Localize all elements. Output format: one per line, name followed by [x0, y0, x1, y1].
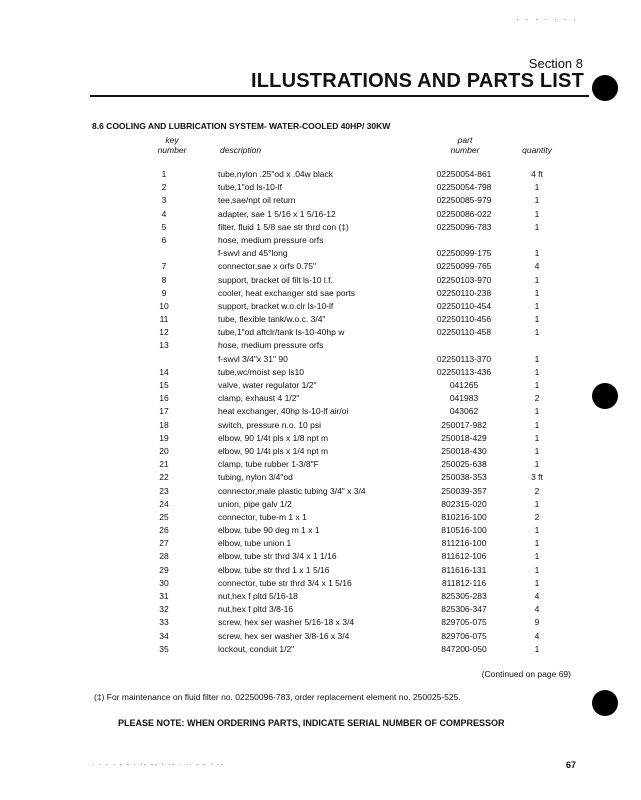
- page-number: 67: [566, 760, 577, 770]
- header-part-number: [430, 135, 500, 155]
- row-description: clamp, tube rubber 1-3/8"F: [218, 459, 319, 470]
- row-quantity: 1: [534, 274, 540, 285]
- row-description: hose, medium pressure orfs: [218, 340, 324, 351]
- table-row: [0, 471, 641, 484]
- row-key-number: 17: [159, 406, 169, 417]
- row-quantity: 1: [534, 287, 540, 298]
- row-quantity: 1: [534, 525, 540, 536]
- row-part-number: 02250099-765: [436, 261, 492, 272]
- row-key-number: 24: [159, 498, 169, 509]
- row-quantity: 1: [534, 380, 540, 390]
- table-row: [0, 537, 641, 550]
- row-quantity: 1: [534, 182, 540, 193]
- table-row: [0, 326, 641, 339]
- row-description: elbow, tube union 1: [218, 538, 292, 549]
- header-part-line2: number: [450, 145, 480, 155]
- row-description: tee,sae/npt oil return: [218, 195, 296, 206]
- row-part-number: 02250054-861: [436, 169, 492, 179]
- row-part-number: 02250110-454: [436, 300, 492, 311]
- table-row: [0, 616, 641, 629]
- row-part-number: 811812-116: [441, 577, 487, 588]
- row-description: cooler, heat exchanger std sae ports: [218, 287, 356, 298]
- row-description: union, pipe galv 1/2: [218, 498, 292, 509]
- scan-specks-top: · · · · · · ·: [516, 14, 578, 24]
- row-key-number: 29: [159, 564, 169, 575]
- row-key-number: 16: [159, 393, 169, 404]
- row-quantity: 1: [534, 195, 540, 206]
- table-row: [0, 498, 641, 511]
- row-key-number: 3: [161, 195, 167, 206]
- title-underline: [90, 95, 589, 97]
- row-key-number: 34: [159, 630, 169, 641]
- row-key-number: 23: [159, 485, 169, 496]
- row-quantity: 2: [534, 511, 540, 522]
- row-quantity: 1: [534, 327, 540, 338]
- row-description: filter, fluid 1 5/8 sae str thrd con (‡): [218, 221, 349, 232]
- header-key-number: [152, 135, 192, 155]
- row-part-number: 041983: [449, 393, 479, 404]
- row-description: f-swvl and 45°long: [218, 248, 288, 259]
- row-quantity: 2: [534, 393, 540, 404]
- row-description: elbow, tube 90 deg m 1 x 1: [218, 525, 320, 536]
- row-part-number: 829705-075: [441, 617, 487, 628]
- row-part-number: 02250110-456: [436, 314, 492, 325]
- row-quantity: 1: [534, 551, 540, 562]
- header-part-line1: part: [457, 135, 473, 145]
- row-description: screw, hex ser washer 3/8-16 x 3/4: [218, 630, 350, 641]
- table-row: [0, 392, 641, 405]
- row-key-number: 8: [161, 274, 167, 285]
- row-quantity: 4: [534, 591, 540, 601]
- row-quantity: 4: [534, 630, 540, 641]
- row-quantity: 2: [534, 485, 540, 496]
- row-part-number: 250017-982: [441, 419, 487, 430]
- row-description: heat exchanger, 40hp ls-10-lf air/oi: [218, 406, 349, 417]
- row-quantity: 4: [534, 604, 540, 615]
- row-part-number: 02250113-436: [436, 366, 492, 377]
- section-subtitle: 8.6 COOLING AND LUBRICATION SYSTEM- WATER-COOLED 40HP/ 30KW: [92, 121, 391, 131]
- row-part-number: 043062: [449, 406, 479, 417]
- row-quantity: 1: [534, 353, 540, 364]
- row-quantity: 1: [534, 248, 540, 259]
- row-quantity: 9: [534, 617, 540, 628]
- row-part-number: 250038-353: [441, 472, 487, 483]
- row-key-number: 13: [159, 340, 169, 351]
- row-part-number: 02250099-175: [436, 248, 492, 259]
- page-title: ILLUSTRATIONS AND PARTS LIST: [251, 70, 584, 92]
- row-key-number: 1: [161, 169, 167, 179]
- table-row: [0, 432, 641, 445]
- row-part-number: 02250110-458: [436, 327, 492, 338]
- row-part-number: 02250086-022: [436, 208, 492, 219]
- row-quantity: 1: [534, 419, 540, 430]
- row-key-number: 30: [159, 577, 169, 588]
- table-row: [0, 405, 641, 418]
- row-description: adapter, sae 1 5/16 x 1 5/16-12: [218, 208, 336, 219]
- row-description: elbow, 90 1/4t pls x 1/8 npt m: [218, 432, 329, 443]
- row-description: screw, hex ser washer 5/16-18 x 3/4: [218, 617, 355, 628]
- row-key-number: 7: [161, 261, 167, 272]
- row-key-number: 18: [159, 419, 169, 430]
- row-part-number: 250018-430: [441, 445, 487, 456]
- row-quantity: 3 ft: [531, 472, 543, 483]
- table-row: [0, 511, 641, 524]
- row-key-number: 26: [159, 525, 169, 536]
- row-description: connector,sae x orfs 0.75": [218, 261, 316, 272]
- row-key-number: 6: [161, 234, 167, 245]
- row-description: tube,nylon .25"od x .04w black: [218, 169, 334, 179]
- row-part-number: 811616-131: [441, 564, 487, 575]
- row-description: hose, medium pressure orfs: [218, 234, 324, 245]
- table-row: [0, 458, 641, 471]
- row-description: elbow, 90 1/4t pls x 1/4 npt m: [218, 445, 329, 456]
- row-description: lockout, conduit 1/2": [218, 643, 295, 654]
- table-row: [0, 168, 641, 181]
- table-row: [0, 353, 641, 366]
- row-key-number: 35: [159, 643, 169, 654]
- row-part-number: 825305-283: [441, 591, 487, 601]
- row-part-number: 02250085-979: [436, 195, 492, 206]
- table-row: [0, 260, 641, 273]
- row-part-number: 02250054-798: [436, 182, 492, 193]
- table-row: [0, 419, 641, 432]
- row-key-number: 22: [159, 472, 169, 483]
- row-part-number: 250018-429: [441, 432, 487, 443]
- row-part-number: 250039-357: [441, 485, 487, 496]
- header-key-line1: key: [165, 135, 179, 145]
- binder-hole-bottom: [592, 690, 618, 716]
- table-row: [0, 208, 641, 221]
- row-description: nut,hex f pltd 5/16-18: [218, 591, 298, 601]
- row-description: connector, tube-m 1 x 1: [218, 511, 307, 522]
- row-description: elbow, tube str thrd 3/4 x 1 1/16: [218, 551, 337, 562]
- table-row: [0, 234, 641, 247]
- row-part-number: 811216-100: [441, 538, 487, 549]
- table-row: [0, 630, 641, 643]
- row-description: valve, water regulator 1/2": [218, 380, 317, 390]
- row-quantity: 1: [534, 538, 540, 549]
- row-key-number: 9: [161, 287, 167, 298]
- table-row: [0, 221, 641, 234]
- row-quantity: 1: [534, 564, 540, 575]
- row-key-number: 28: [159, 551, 169, 562]
- row-part-number: 811612-106: [441, 551, 487, 562]
- row-key-number: 15: [159, 380, 169, 390]
- row-part-number: 250025-638: [441, 459, 487, 470]
- row-key-number: 2: [161, 182, 167, 193]
- table-row: [0, 366, 641, 379]
- row-part-number: 825306-347: [441, 604, 487, 615]
- table-row: [0, 524, 641, 537]
- row-key-number: 4: [161, 208, 167, 219]
- row-key-number: 25: [159, 511, 169, 522]
- table-row: [0, 577, 641, 590]
- row-key-number: 21: [159, 459, 169, 470]
- row-key-number: 12: [159, 327, 169, 338]
- row-key-number: 27: [159, 538, 169, 549]
- row-quantity: 1: [534, 432, 540, 443]
- table-row: [0, 274, 641, 287]
- row-description: connector, tube str thrd 3/4 x 1 5/16: [218, 577, 352, 588]
- row-part-number: 847200-050: [441, 643, 487, 654]
- table-row: [0, 287, 641, 300]
- row-key-number: 32: [159, 604, 169, 615]
- row-part-number: 02250096-783: [436, 221, 492, 232]
- row-description: tube,wc/moist sep ls10: [218, 366, 304, 377]
- table-row: [0, 300, 641, 313]
- header-key-line2: number: [157, 145, 187, 155]
- row-quantity: 1: [534, 643, 540, 654]
- row-part-number: 810516-100: [441, 525, 487, 536]
- row-description: tube, flexible tank/w.o.c. 3/4": [218, 314, 326, 325]
- row-part-number: 810216-100: [441, 511, 487, 522]
- table-row: [0, 590, 641, 603]
- row-key-number: 20: [159, 445, 169, 456]
- continued-note: (Continued on page 69): [481, 669, 571, 679]
- table-row: [0, 379, 641, 392]
- row-description: elbow, tube str thrd 1 x 1 5/16: [218, 564, 330, 575]
- table-row: [0, 313, 641, 326]
- row-quantity: 1: [534, 314, 540, 325]
- table-row: [0, 247, 641, 260]
- row-key-number: 33: [159, 617, 169, 628]
- scan-specks-bottom: · · · · - - · ·- -- · ·- · ·· - - · ·-: [92, 760, 225, 769]
- row-description: clamp, exhaust 4 1/2": [218, 393, 300, 404]
- table-row: [0, 194, 641, 207]
- row-quantity: 1: [534, 366, 540, 377]
- header-quantity: quantity: [522, 145, 552, 155]
- binder-hole-middle: [592, 383, 618, 409]
- row-quantity: 1: [534, 300, 540, 311]
- row-key-number: 19: [159, 432, 169, 443]
- binder-hole-top: [592, 75, 618, 101]
- row-description: tube,1"od aftclr/tank ls-10-40hp w: [218, 327, 345, 338]
- filter-footnote: (‡) For maintenance on fluid filter no. 02250096-783, order replacement element no. 250025-525.: [94, 692, 461, 702]
- row-part-number: 829706-075: [441, 630, 487, 641]
- table-row: [0, 445, 641, 458]
- row-description: tubing, nylon 3/4"od: [218, 472, 293, 483]
- row-part-number: 02250103-970: [436, 274, 492, 285]
- row-quantity: 1: [534, 221, 540, 232]
- row-quantity: 1: [534, 406, 540, 417]
- row-part-number: 02250113-370: [436, 353, 492, 364]
- table-row: [0, 339, 641, 352]
- row-part-number: 02250110-238: [436, 287, 492, 298]
- section-label: Section 8: [528, 56, 583, 71]
- table-row: [0, 564, 641, 577]
- row-key-number: 5: [161, 221, 167, 232]
- row-description: tube,1"od ls-10-lf: [218, 182, 282, 193]
- header-description: description: [220, 145, 262, 155]
- row-key-number: 31: [159, 591, 169, 601]
- table-row: [0, 603, 641, 616]
- row-quantity: 1: [534, 459, 540, 470]
- row-part-number: 041265: [449, 380, 479, 390]
- row-key-number: 10: [159, 300, 169, 311]
- row-description: support, bracket w.o.clr ls-10-lf: [218, 300, 334, 311]
- table-row: [0, 485, 641, 498]
- parts-list: [0, 168, 641, 656]
- row-quantity: 1: [534, 445, 540, 456]
- row-quantity: 4 ft: [531, 169, 543, 179]
- table-row: [0, 181, 641, 194]
- row-description: nut,hex f pltd 3/8-16: [218, 604, 294, 615]
- row-key-number: 11: [159, 314, 169, 325]
- row-part-number: 802315-020: [441, 498, 487, 509]
- row-description: support, bracket oil filt ls-10 l.f.: [218, 274, 333, 285]
- row-description: switch, pressure n.o. 10 psi: [218, 419, 321, 430]
- row-quantity: 1: [534, 498, 540, 509]
- row-quantity: 1: [534, 577, 540, 588]
- row-description: f-swvl 3/4"x 31" 90: [218, 353, 288, 364]
- row-quantity: 4: [534, 261, 540, 272]
- table-row: [0, 550, 641, 563]
- row-key-number: 14: [159, 366, 169, 377]
- table-row: [0, 643, 641, 656]
- row-description: connector,male plastic tubing 3/4" x 3/4: [218, 485, 366, 496]
- ordering-note: PLEASE NOTE: WHEN ORDERING PARTS, INDICATE SERIAL NUMBER OF COMPRESSOR: [118, 718, 505, 728]
- row-quantity: 1: [534, 208, 540, 219]
